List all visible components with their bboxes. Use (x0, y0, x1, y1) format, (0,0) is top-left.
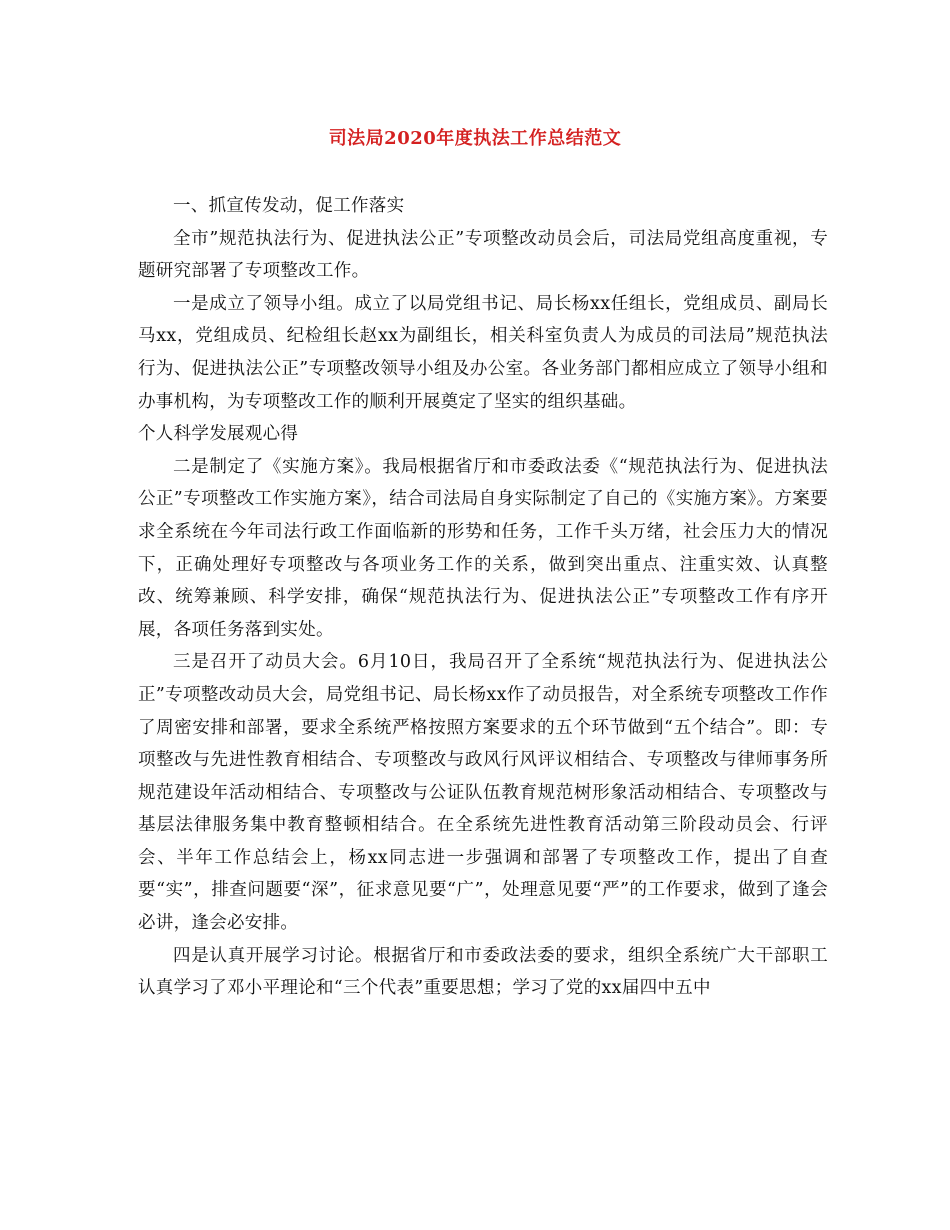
section-heading: 一、抓宣传发动，促工作落实 (173, 196, 405, 216)
paragraph: 二是制定了《实施方案》。我局根据省厅和市委政法委《“规范执法行为、促进执法公正”专项整改工作实施方案》，结合司法局自身实际制定了自己的《实施方案》。方案要求全系统在今年司法行政工作面临新的形势和任务，工作千头万绪，社会压力大的情况下，正确处理好专项整改与各项业务工作的关系，做到突出重点、注重实效、认真整改、统筹兼顾、科学安排，确保“规范执法行为、促进执法公正”专项整改工作有序开展，各项任务落到实处。 (138, 456, 828, 640)
inserted-line: 个人科学发展观心得 (138, 424, 299, 445)
paragraph: 全市”规范执法行为、促进执法公正”专项整改动员会后，司法局党组高度重视，专题研究部署了专项整改工作。 (138, 228, 828, 282)
paragraph: 三是召开了动员大会。6月10日，我局召开了全系统“规范执法行为、促进执法公正”专项整改动员大会，局党组书记、局长杨xx作了动员报告，对全系统专项整改工作作了周密安排和部署，要求全系统严格按照方案要求的五个环节做到“五个结合”。即：专项整改与先进性教育相结合、专项整改与政风行风评议相结合、专项整改与律师事务所规范建设年活动相结合、专项整改与公证队伍教育规范树形象活动相结合、专项整改与基层法律服务集中教育整顿相结合。在全系统先进性教育活动第三阶段动员会、行评会、半年工作总结会上，杨xx同志进一步强调和部署了专项整改工作，提出了自查要“实”，排查问题要“深”，征求意见要“广”，处理意见要“严”的工作要求，做到了逢会必讲，逢会必安排。 (138, 652, 828, 934)
document-body (138, 190, 828, 1005)
document-title: 司法局2020年度执法工作总结范文 (328, 128, 622, 149)
paragraph: 四是认真开展学习讨论。根据省厅和市委政法委的要求，组织全系统广大干部职工认真学习了邓小平理论和“三个代表”重要思想；学习了党的xx届四中五中 (138, 945, 828, 999)
paragraph: 一是成立了领导小组。成立了以局党组书记、局长杨xx任组长，党组成员、副局长马xx，党组成员、纪检组长赵xx为副组长，相关科室负责人为成员的司法局”规范执法行为、促进执法公正”专项整改领导小组及办公室。各业务部门都相应成立了领导小组和办事机构，为专项整改工作的顺利开展奠定了坚实的组织基础。 (138, 293, 828, 412)
